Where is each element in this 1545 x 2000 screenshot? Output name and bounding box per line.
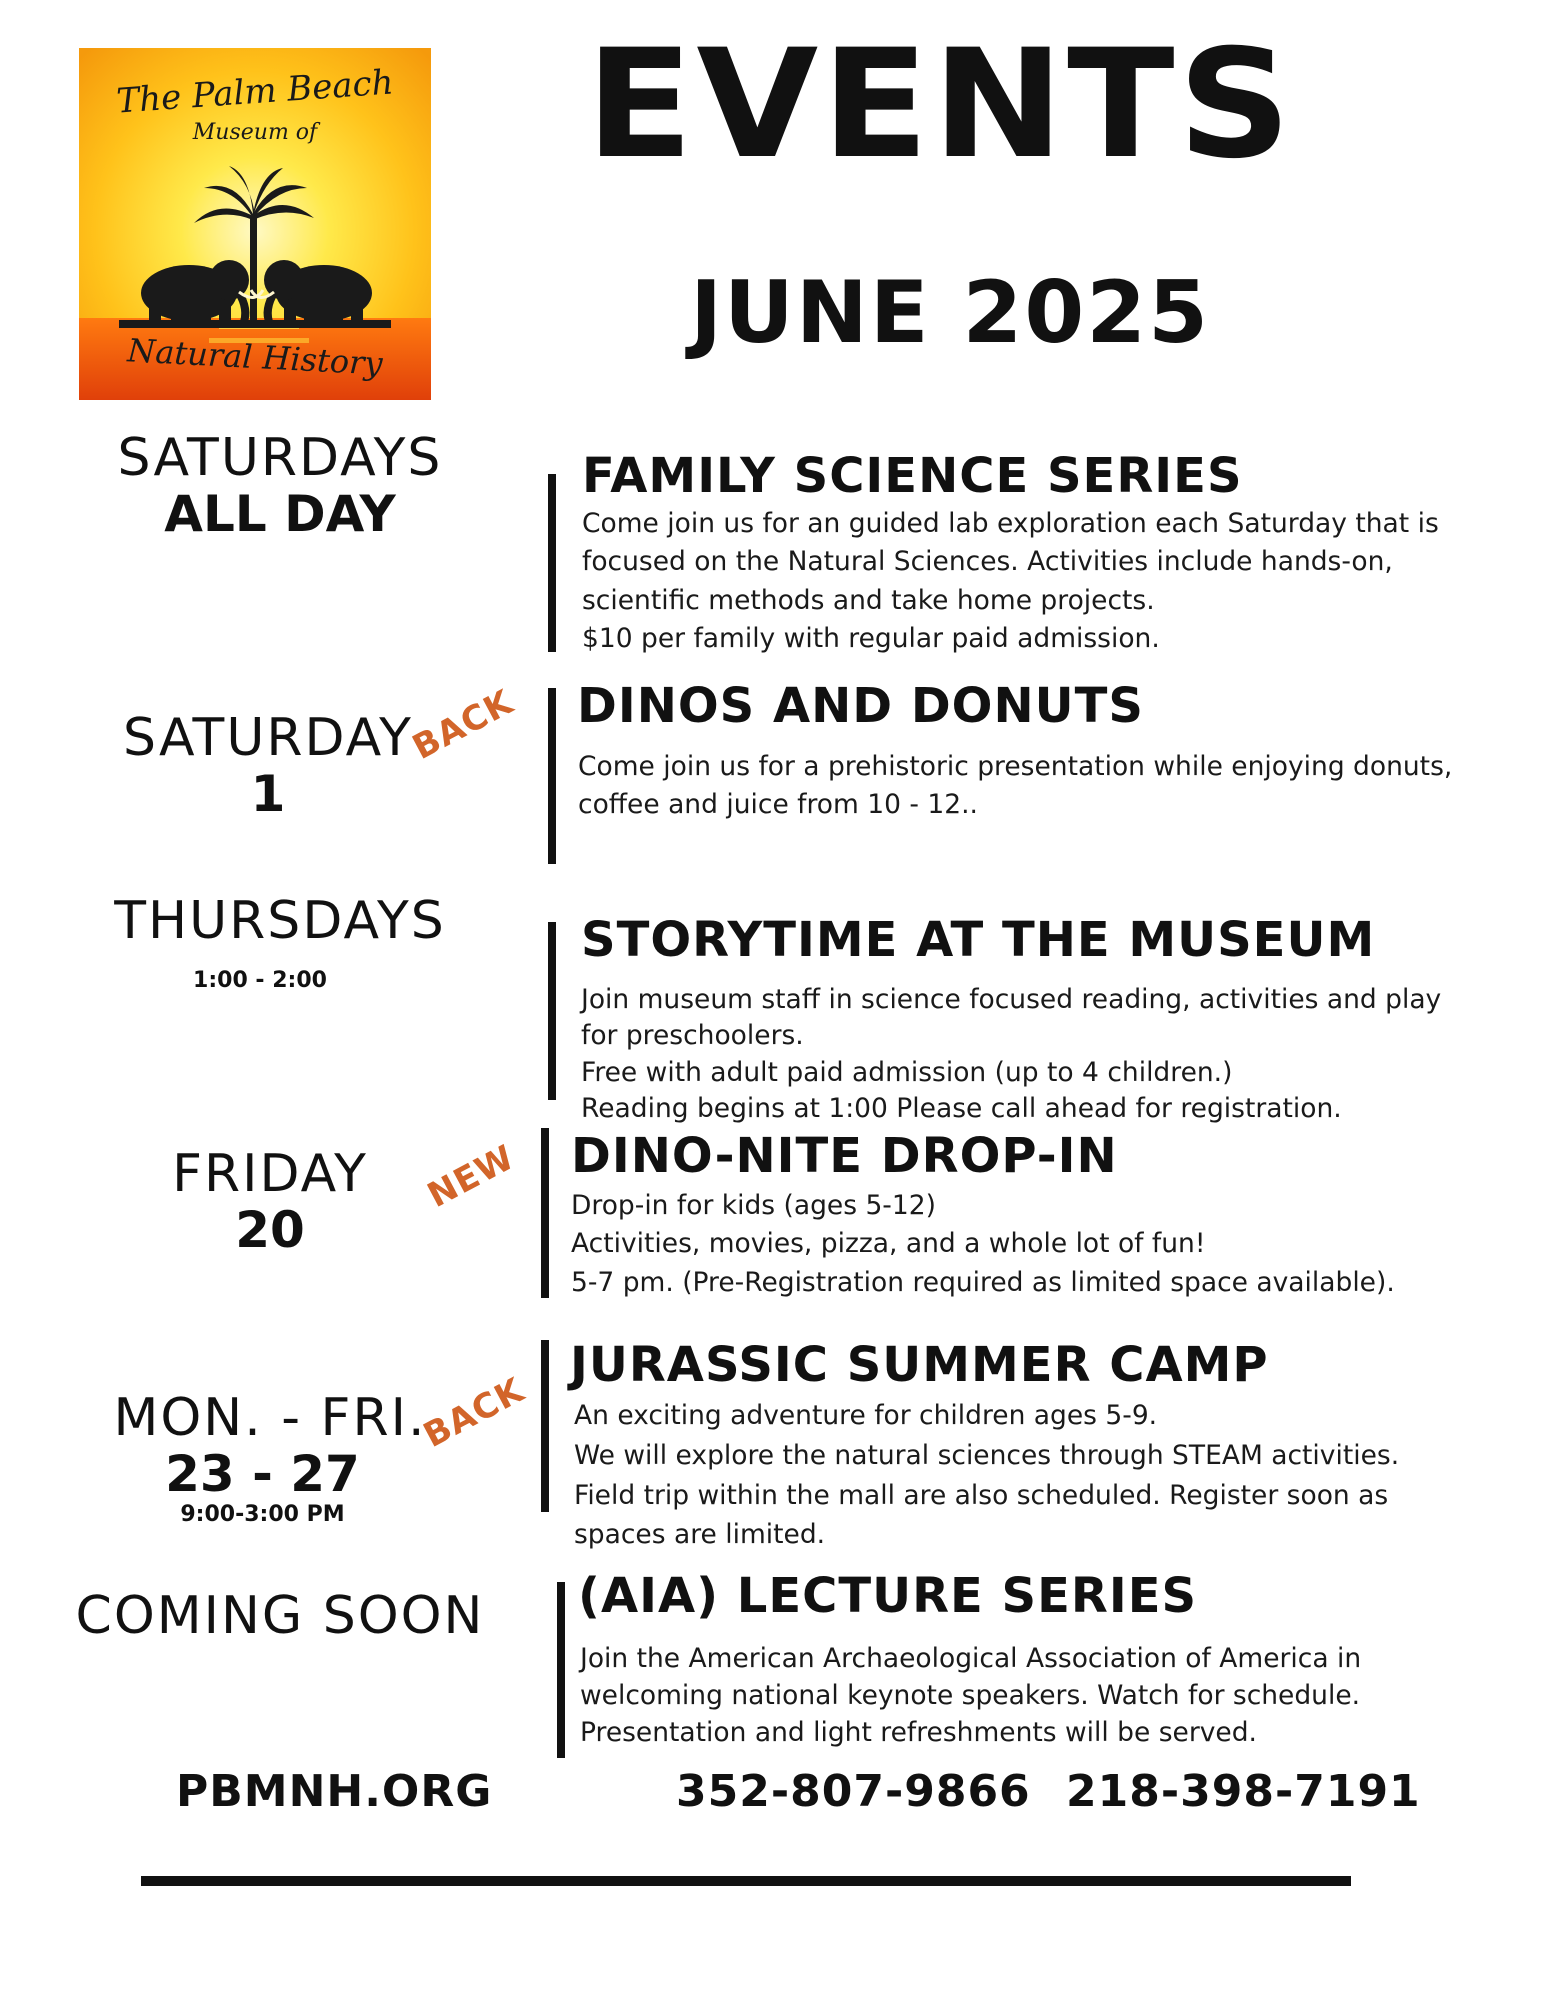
- desc-line: scientific methods and take home projects.: [582, 584, 1155, 616]
- event-title-summer-camp: JURASSIC SUMMER CAMP: [570, 1337, 1269, 1393]
- divider-bar: [548, 922, 556, 1100]
- day-label: MON. - FRI.: [113, 1388, 427, 1448]
- desc-line: Come join us for an guided lab exploration each Saturday that is: [582, 508, 1439, 539]
- day-detail: 20: [235, 1201, 305, 1260]
- back-badge: BACK: [417, 1370, 531, 1456]
- event-title-lecture-series: (AIA) LECTURE SERIES: [578, 1568, 1198, 1624]
- event-day-dinos-donuts: [68, 710, 468, 822]
- day-label: SATURDAYS: [117, 428, 443, 488]
- day-detail: ALL DAY: [164, 485, 396, 544]
- event-desc-lecture-series: [580, 1640, 1361, 1751]
- event-desc-summer-camp: [574, 1396, 1399, 1555]
- day-time: 9:00-3:00 PM: [180, 1502, 345, 1528]
- desc-line: coffee and juice from 10 - 12..: [578, 789, 978, 821]
- desc-line: spaces are limited.: [574, 1519, 826, 1551]
- day-detail: 23 - 27: [165, 1445, 360, 1504]
- desc-line: welcoming national keynote speakers. Watch for schedule.: [580, 1680, 1361, 1712]
- event-title-dino-nite: DINO-NITE DROP-IN: [571, 1128, 1118, 1184]
- desc-line: An exciting adventure for children ages 5-9.: [574, 1400, 1158, 1431]
- desc-line: Join the American Archaeological Association of America in: [580, 1643, 1362, 1674]
- logo-text-bottom: Natural History: [126, 331, 384, 383]
- desc-line: We will explore the natural sciences through STEAM activities.: [574, 1439, 1400, 1471]
- desc-line: Free with adult paid admission (up to 4 children.): [581, 1056, 1233, 1088]
- divider-bar: [548, 688, 556, 864]
- logo-text-top: The Palm Beach: [115, 62, 395, 122]
- desc-line: Presentation and light refreshments will be served.: [580, 1717, 1257, 1749]
- event-desc-dino-nite: [571, 1187, 1395, 1302]
- new-badge: NEW: [421, 1137, 522, 1216]
- event-title-storytime: STORYTIME AT THE MUSEUM: [581, 912, 1376, 968]
- desc-line: Reading begins at 1:00 Please call ahead for registration.: [581, 1092, 1342, 1124]
- event-day-dino-nite: [70, 1146, 470, 1258]
- desc-line: Join museum staff in science focused reading, activities and play: [581, 984, 1442, 1015]
- divider-bar: [557, 1582, 565, 1758]
- day-label: SATURDAY: [123, 708, 413, 768]
- day-label: THURSDAYS: [114, 891, 446, 951]
- event-day-family-science: [80, 430, 480, 542]
- month-heading: JUNE 2025: [690, 263, 1210, 363]
- event-title-family-science: FAMILY SCIENCE SERIES: [582, 448, 1243, 504]
- event-day-summer-camp: [70, 1390, 470, 1529]
- event-day-storytime: [80, 893, 480, 995]
- phone-number-1[interactable]: 352-807-9866: [676, 1766, 1031, 1817]
- phone-number-2[interactable]: 218-398-7191: [1066, 1766, 1421, 1817]
- event-day-lecture-series: [70, 1588, 490, 1645]
- divider-bar: [548, 474, 556, 652]
- desc-line: $10 per family with regular paid admission.: [582, 623, 1160, 655]
- museum-logo: [79, 48, 431, 400]
- page-title: EVENTS: [585, 18, 1295, 192]
- divider-bar: [541, 1340, 549, 1512]
- desc-line: 5-7 pm. (Pre-Registration required as limited space available).: [571, 1266, 1395, 1298]
- desc-line: for preschoolers.: [581, 1020, 804, 1052]
- day-label: FRIDAY: [172, 1144, 368, 1204]
- desc-line: Come join us for a prehistoric presentation while enjoying donuts,: [578, 751, 1453, 782]
- day-label: COMING SOON: [75, 1586, 485, 1646]
- day-time: 1:00 - 2:00: [193, 968, 327, 994]
- event-desc-dinos-donuts: [578, 748, 1452, 825]
- day-detail: 1: [250, 765, 286, 824]
- desc-line: Drop-in for kids (ages 5-12): [571, 1190, 936, 1221]
- event-title-dinos-donuts: DINOS AND DONUTS: [577, 678, 1144, 734]
- footer-divider: [141, 1876, 1351, 1886]
- desc-line: Field trip within the mall are also scheduled. Register soon as: [574, 1479, 1389, 1511]
- back-badge: BACK: [406, 682, 520, 768]
- divider-bar: [541, 1128, 549, 1298]
- event-desc-family-science: [582, 505, 1439, 659]
- desc-line: Activities, movies, pizza, and a whole lot of fun!: [571, 1228, 1206, 1260]
- desc-line: focused on the Natural Sciences. Activities include hands-on,: [582, 546, 1393, 578]
- website-link[interactable]: PBMNH.ORG: [176, 1766, 493, 1817]
- logo-text-middle: Museum of: [192, 120, 318, 145]
- event-desc-storytime: [581, 982, 1441, 1127]
